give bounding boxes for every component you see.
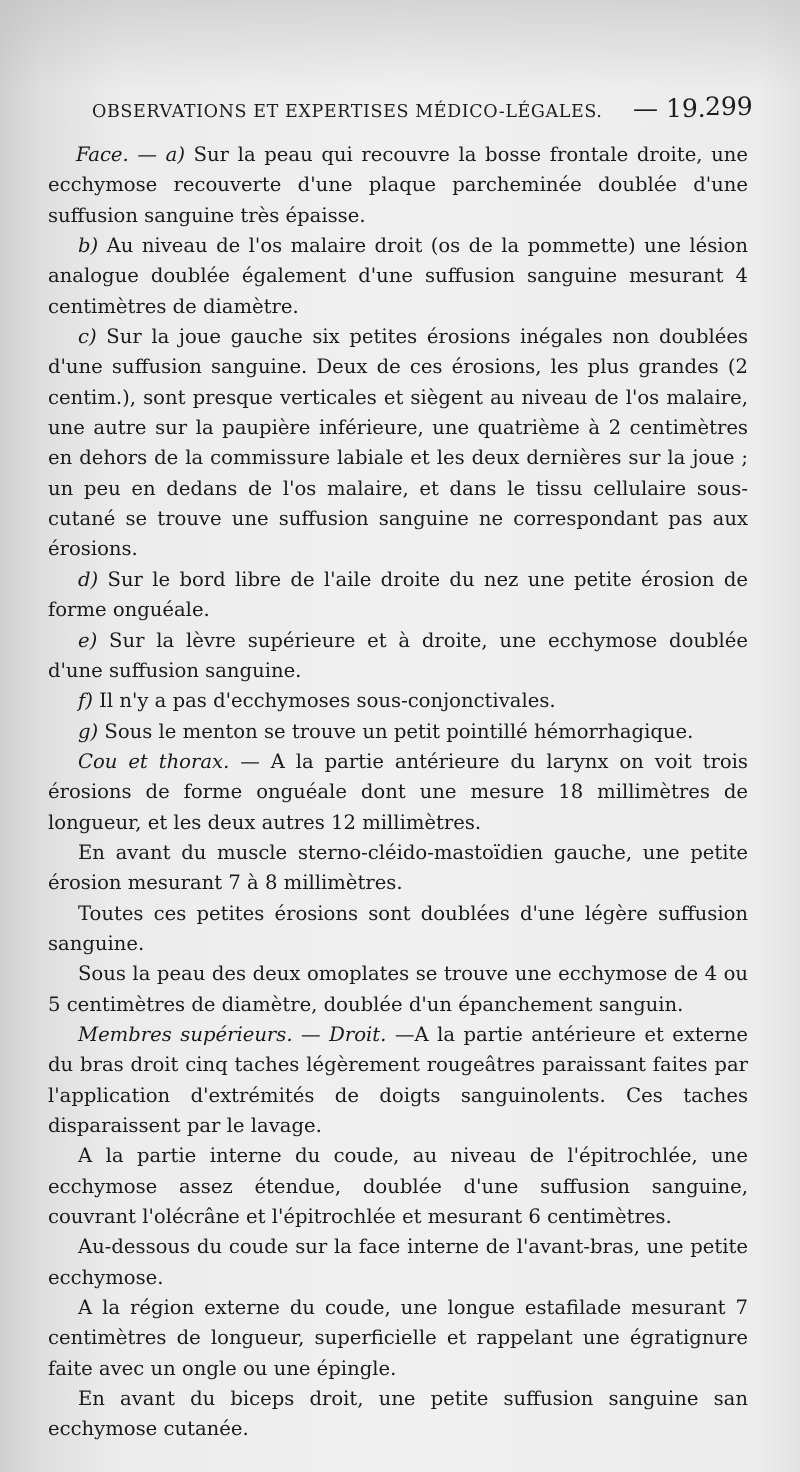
paragraph-text: A la partie interne du coude, au niveau de l'épitrochlée, une ecchymose assez étendue, doublée d'une suffusion sanguine, couvrant l'olécrâne et l'épitrochlée et mesurant 6 centimètres.	[48, 1144, 748, 1229]
body-text	[48, 140, 748, 1445]
paragraph-text: Sur la lèvre supérieure et à droite, une ecchymose doublée d'une suffusion sanguine.	[48, 628, 748, 682]
paragraph-text: Sous le menton se trouve un petit pointillé hémorrhagique.	[98, 719, 694, 743]
paragraph-estafilade	[48, 1293, 748, 1384]
paragraph-lead: e)	[78, 628, 98, 652]
paragraph-lead: Cou et thorax.	[78, 749, 230, 773]
paragraph-face-e	[48, 626, 748, 687]
paragraph-text: Sous la peau des deux omoplates se trouve une ecchymose de 4 ou 5 centimètres de diamètre, doublée d'un épanchement sanguin.	[48, 962, 748, 1016]
paragraph-coude-interne	[48, 1141, 748, 1232]
paragraph-face-d	[48, 565, 748, 626]
paragraph-lead: b)	[78, 234, 99, 258]
running-title: OBSERVATIONS ET EXPERTISES MÉDICO-LÉGALES.	[92, 102, 603, 122]
paragraph-lead: Face. — a)	[76, 143, 185, 166]
paragraph-text: Au niveau de l'os malaire droit (os de la pommette) une lésion analogue doublée également d'une suffusion sanguine mesurant 4 centimètres de diamètre.	[48, 234, 748, 318]
paragraph-lead: c)	[78, 325, 97, 349]
paragraph-cou-thorax	[48, 747, 748, 838]
paragraph-text: A la région externe du coude, une longue estafilade mesurant 7 centimètres de longueur, superficielle et rappelant une égratignure faite avec un ongle ou une épingle.	[48, 1296, 748, 1380]
paragraph-text: — A la partie antérieure du larynx on voit trois érosions de forme onguéale dont une mesure 18 millimètres de longueur, et les deux autres 12 millimètres.	[48, 749, 748, 834]
paragraph-lead: g)	[78, 719, 99, 743]
paragraph-face-f	[48, 686, 748, 716]
paragraph-biceps	[48, 1384, 748, 1445]
paragraph-text: En avant du muscle sterno-cléido-mastoïdien gauche, une petite érosion mesurant 7 à 8 millimètres.	[48, 840, 748, 895]
paragraph-face-c	[48, 322, 748, 565]
paragraph-sterno	[48, 838, 748, 899]
paragraph-face-g	[48, 717, 748, 747]
paragraph-text: —A la partie antérieure et externe du bras droit cinq taches légèrement rougeâtres paraissant faites par l'application d'extrémités de doigts sanguinolents. Ces taches disparaissent par le lavage.	[48, 1022, 748, 1137]
paragraph-text: Toutes ces petites érosions sont doublées d'une légère suffusion sanguine.	[48, 901, 748, 955]
paragraph-lead: d)	[78, 567, 99, 591]
paragraph-face-b	[48, 231, 748, 322]
chapter-number: — 19.	[633, 94, 706, 123]
paragraph-avant-bras	[48, 1232, 748, 1293]
paragraph-text: Sur la joue gauche six petites érosions inégales non doublées d'une suffusion sanguine. Deux de ces érosions, les plus grandes (2 centim.), sont presque verticales et siègent au niveau de l'os malaire, une autre sur la paupière inférieure, une quatrième à 2 centimètres en dehors de la commissure labiale et les deux dernières sur la joue ; un peu en dedans de l'os malaire, et dans le tissu cellulaire sous-cutané se trouve une suffusion sanguine ne correspondant pas aux érosions.	[48, 325, 748, 561]
running-header	[92, 92, 772, 126]
paragraph-text: Sur le bord libre de l'aile droite du nez une petite érosion de forme onguéale.	[48, 567, 748, 622]
paragraph-omoplates	[48, 959, 748, 1020]
paragraph-lead: Membres supérieurs. — Droit.	[78, 1022, 387, 1046]
paragraph-text: Sur la peau qui recouvre la bosse frontale droite, une ecchymose recouverte d'une plaque parcheminée doublée d'une suffusion sanguine très épaisse.	[48, 143, 748, 227]
page-number: 299	[705, 92, 753, 121]
paragraph-text: En avant du biceps droit, une petite suffusion sanguine san ecchymose cutanée.	[48, 1387, 748, 1441]
paragraph-membres-superieurs	[48, 1020, 748, 1141]
paragraph-text: Au-dessous du coude sur la face interne de l'avant-bras, une petite ecchymose.	[48, 1235, 748, 1289]
paragraph-lead: f)	[78, 689, 93, 713]
paragraph-face-a	[48, 140, 748, 231]
paragraph-text: Il n'y a pas d'ecchymoses sous-conjonctivales.	[92, 689, 556, 713]
paragraph-toutes-erosions	[48, 899, 748, 960]
